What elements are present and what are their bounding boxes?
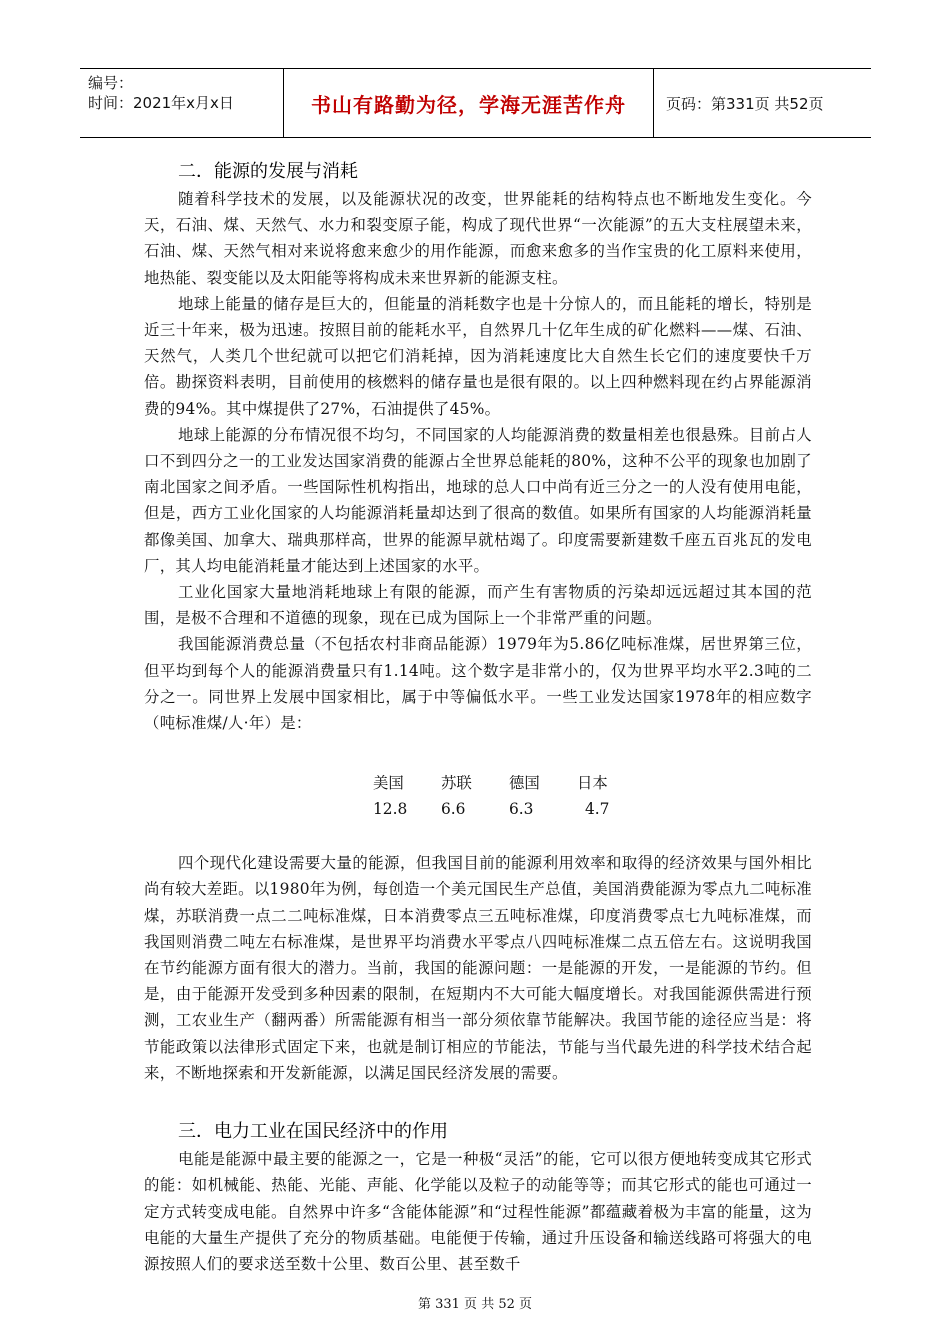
table-cell: 4.7: [585, 800, 610, 819]
table-cell: 德国: [509, 774, 540, 793]
paragraph: 我国能源消费总量（不包括农村非商品能源）1979年为5.86亿吨标准煤，居世界第三位，但平均到每个人的能源消费量只有1.14吨。这个数字是非常小的，仅为世界平均水平2.3吨的二分之一。同世界上发展中国家相比，属于中等偏低水平。一些工业发达国家1978年的相应数字（吨标准煤/人·年）是：: [144, 635, 812, 733]
table-cell: 美国: [373, 774, 404, 793]
header-page-label: 页码：第331页 共52页: [666, 94, 824, 113]
table-cell: 12.8: [373, 800, 408, 819]
paragraph: 地球上能源的分布情况很不均匀，不同国家的人均能源消费的数量相差也很悬殊。目前占人口不到四分之一的工业发达国家消费的能源占全世界总能耗的80%，这种不公平的现象也加剧了南北国家之间矛盾。一些国际性机构指出，地球的总人口中尚有近三分之一的人没有使用电能，但是，西方工业化国家的人均能源消耗量却达到了很高的数值。如果所有国家的人均能源消耗量都像美国、加拿大、瑞典那样高，世界的能源早就枯竭了。印度需要新建数千座五百兆瓦的发电厂，其人均电能消耗量才能达到上述国家的水平。: [144, 425, 812, 575]
header-meta: [80, 69, 283, 137]
table-cell: 日本: [577, 774, 608, 793]
date-label: 时间：2021年x月x日: [88, 94, 234, 112]
energy-consumption-table: [373, 770, 812, 822]
page-footer: 第 331 页 共 52 页: [417, 1297, 533, 1312]
number-label: 编号：: [88, 74, 134, 92]
page-header: [80, 68, 871, 138]
paragraph: 地球上能量的储存是巨大的，但能量的消耗数字也是十分惊人的，而且能耗的增长，特别是近三十年来，极为迅速。按照目前的能耗水平，自然界几十亿年生成的矿化燃料——煤、石油、天然气，人类几个世纪就可以把它们消耗掉，因为消耗速度比大自然生长它们的速度要快千万倍。勘探资料表明，目前使用的核燃料的储存量也是很有限的。以上四种燃料现在约占界能源消费的94%。其中煤提供了27%，石油提供了45%。: [144, 294, 812, 418]
table-header-row: [373, 770, 812, 796]
table-value-row: [373, 796, 812, 822]
document-body: [144, 160, 812, 1277]
paragraph: 工业化国家大量地消耗地球上有限的能源，而产生有害物质的污染却远远超过其本国的范围，是极不合理和不道德的现象，现在已成为国际上一个非常严重的问题。: [144, 583, 812, 628]
section-2-title: 二．能源的发展与消耗: [178, 161, 358, 182]
table-cell: 6.6: [441, 800, 466, 819]
paragraph: 电能是能源中最主要的能源之一，它是一种极“灵活”的能，它可以很方便地转变成其它形式的能：如机械能、热能、光能、声能、化学能以及粒子的动能等等；而其它形式的能也可通过一定方式转变成电能。自然界中许多“含能体能源”和“过程性能源”都蕴藏着极为丰富的能量，这为电能的大量生产提供了充分的物质基础。电能便于传输，通过升压设备和输送线路可将强大的电源按照人们的要求送至数十公里、数百公里、甚至数千: [144, 1150, 812, 1273]
header-motto: 书山有路勤为径，学海无涯苦作舟: [283, 69, 654, 137]
table-cell: 6.3: [509, 800, 534, 819]
table-cell: 苏联: [441, 774, 472, 793]
section-3-title: 三．电力工业在国民经济中的作用: [178, 1121, 448, 1143]
paragraph: 随着科学技术的发展，以及能源状况的改变，世界能耗的结构特点也不断地发生变化。今天，石油、煤、天然气、水力和裂变原子能，构成了现代世界“一次能源”的五大支柱展望未来，石油、煤、天然气相对来说将愈来愈少的用作能源，而愈来愈多的当作宝贵的化工原料来使用，地热能、裂变能以及太阳能等将构成未来世界新的能源支柱。: [144, 190, 812, 287]
paragraph: 四个现代化建设需要大量的能源，但我国目前的能源利用效率和取得的经济效果与国外相比尚有较大差距。以1980年为例，每创造一个美元国民生产总值，美国消费能源为零点九二吨标准煤，苏联消费一点二二吨标准煤，日本消费零点三五吨标准煤，印度消费零点七九吨标准煤，而我国则消费二吨左右标准煤，是世界平均消费水平零点八四吨标准煤二点五倍左右。这说明我国在节约能源方面有很大的潜力。当前，我国的能源问题：一是能源的开发，一是能源的节约。但是，由于能源开发受到多种因素的限制，在短期内不大可能大幅度增长。对我国能源供需进行预测，工农业生产（翻两番）所需能源有相当一部分须依靠节能解决。我国节能的途径应当是：将节能政策以法律形式固定下来，也就是制订相应的节能法，节能与当代最先进的科学技术结合起来，不断地探索和开发新能源，以满足国民经济发展的需要。: [144, 854, 812, 1082]
